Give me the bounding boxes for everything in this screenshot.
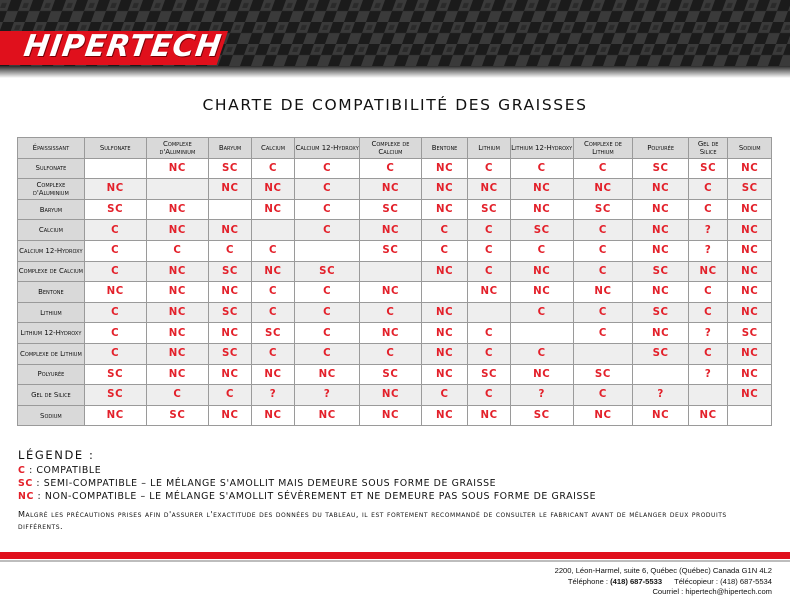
compatibility-cell: NC [510, 261, 573, 282]
compatibility-cell: NC [209, 220, 252, 241]
compatibility-cell: NC [84, 405, 146, 426]
compatibility-cell: NC [728, 261, 772, 282]
compatibility-cell: NC [146, 364, 209, 385]
table-row [18, 261, 772, 282]
contact-email: Courriel : hipertech@hipertech.com [652, 587, 772, 597]
compatibility-cell: NC [728, 385, 772, 406]
compatibility-cell: C [295, 220, 360, 241]
compatibility-cell: SC [728, 179, 772, 200]
compatibility-cell: NC [146, 199, 209, 220]
compatibility-cell: NC [728, 364, 772, 385]
compatibility-cell: C [510, 240, 573, 261]
compatibility-cell: NC [728, 343, 772, 364]
compatibility-cell: C [146, 240, 209, 261]
compatibility-cell: SC [360, 364, 422, 385]
compatibility-cell: NC [295, 405, 360, 426]
row-header: Bentone [18, 282, 85, 303]
compatibility-cell: C [84, 220, 146, 241]
banner-fade [0, 66, 790, 78]
compatibility-cell: NC [295, 364, 360, 385]
row-header: Complexe d'Aluminium [18, 179, 85, 200]
compatibility-cell: NC [360, 282, 422, 303]
compatibility-cell: NC [146, 302, 209, 323]
compatibility-cell: NC [421, 302, 468, 323]
compatibility-cell: C [573, 261, 633, 282]
compatibility-cell: SC [360, 199, 422, 220]
compatibility-cell: NC [146, 220, 209, 241]
compatibility-cell: C [688, 343, 727, 364]
legend [18, 448, 596, 503]
table-row [18, 405, 772, 426]
compatibility-cell: NC [688, 405, 727, 426]
compatibility-cell: NC [421, 179, 468, 200]
compatibility-cell: NC [421, 323, 468, 344]
table-row [18, 282, 772, 303]
compatibility-cell: SC [728, 323, 772, 344]
compatibility-cell: SC [146, 405, 209, 426]
compatibility-cell: NC [360, 220, 422, 241]
compatibility-cell: C [468, 343, 511, 364]
legend-code: SC [18, 478, 33, 489]
fax-number: Télécopieur : (418) 687-5534 [674, 576, 772, 586]
empty-cell [84, 158, 146, 179]
compatibility-cell: NC [84, 282, 146, 303]
column-header: Complexe d'Aluminium [146, 138, 209, 159]
compatibility-cell: SC [360, 240, 422, 261]
compatibility-cell: SC [468, 364, 511, 385]
compatibility-cell: C [688, 179, 727, 200]
compatibility-cell: NC [573, 179, 633, 200]
table-row [18, 364, 772, 385]
compatibility-cell: C [360, 158, 422, 179]
compatibility-cell: NC [728, 240, 772, 261]
compatibility-cell: NC [728, 199, 772, 220]
legend-code: NC [18, 491, 34, 502]
table-row [18, 343, 772, 364]
compatibility-cell: SC [633, 302, 689, 323]
column-header: Complexe de Lithium [573, 138, 633, 159]
empty-cell [688, 385, 727, 406]
empty-cell [633, 364, 689, 385]
empty-cell [510, 323, 573, 344]
compatibility-cell: NC [633, 282, 689, 303]
legend-text: : COMPATIBLE [25, 465, 102, 476]
compatibility-cell: ? [633, 385, 689, 406]
compatibility-cell: SC [633, 158, 689, 179]
compatibility-cell: NC [633, 405, 689, 426]
compatibility-cell: SC [633, 343, 689, 364]
compatibility-cell: C [295, 323, 360, 344]
compatibility-cell: NC [209, 364, 252, 385]
compatibility-cell: C [360, 302, 422, 323]
compatibility-cell: C [251, 158, 295, 179]
compatibility-cell: C [295, 282, 360, 303]
compatibility-cell: NC [146, 261, 209, 282]
compatibility-cell: C [251, 282, 295, 303]
contact-phone-line [520, 577, 772, 588]
legend-text: : NON-COMPATIBLE – LE MÉLANGE S'AMOLLIT SÉVÈREMENT ET NE DEMEURE PAS SOUS FORME DE GRAISSE [33, 491, 597, 502]
compatibility-cell: C [295, 158, 360, 179]
compatibility-cell: C [573, 220, 633, 241]
row-header: Sodium [18, 405, 85, 426]
compatibility-cell: NC [209, 282, 252, 303]
compatibility-cell: NC [146, 158, 209, 179]
compatibility-cell: NC [633, 179, 689, 200]
compatibility-cell: C [209, 385, 252, 406]
compatibility-cell: SC [573, 364, 633, 385]
compatibility-cell: NC [633, 323, 689, 344]
compatibility-cell: ? [688, 364, 727, 385]
compatibility-cell: ? [510, 385, 573, 406]
compatibility-cell: SC [688, 158, 727, 179]
compatibility-cell: NC [688, 261, 727, 282]
column-header: Sodium [728, 138, 772, 159]
compatibility-cell: C [468, 220, 511, 241]
footer-stripe [0, 552, 790, 559]
row-header: Calcium [18, 220, 85, 241]
compatibility-cell: NC [510, 199, 573, 220]
compatibility-cell: NC [251, 405, 295, 426]
empty-cell [295, 240, 360, 261]
footer-stripe-grey [0, 560, 790, 562]
compatibility-cell: C [468, 323, 511, 344]
compatibility-cell: C [573, 323, 633, 344]
compatibility-cell: C [688, 282, 727, 303]
compatibility-cell: C [510, 158, 573, 179]
empty-cell [573, 343, 633, 364]
compatibility-cell: C [468, 385, 511, 406]
compatibility-cell: NC [468, 405, 511, 426]
compatibility-cell: NC [633, 240, 689, 261]
compatibility-cell: SC [209, 343, 252, 364]
compatibility-cell: C [251, 343, 295, 364]
empty-cell [728, 405, 772, 426]
compatibility-cell: C [510, 343, 573, 364]
contact-address: 2200, Léon-Harmel, suite 6, Québec (Québec) Canada G1N 4L2 [554, 566, 772, 575]
compatibility-cell: NC [510, 179, 573, 200]
compatibility-cell: ? [251, 385, 295, 406]
compatibility-cell: C [468, 158, 511, 179]
compatibility-cell: C [84, 302, 146, 323]
compatibility-cell: NC [251, 179, 295, 200]
compatibility-cell: NC [421, 199, 468, 220]
empty-cell [360, 261, 422, 282]
contact-block [520, 566, 772, 598]
legend-item-non-compatible [18, 490, 596, 503]
compatibility-cell: C [295, 199, 360, 220]
compatibility-cell: NC [360, 179, 422, 200]
compatibility-cell: NC [360, 323, 422, 344]
empty-cell [421, 282, 468, 303]
column-header: Lithium [468, 138, 511, 159]
compatibility-cell: NC [421, 158, 468, 179]
column-header: Baryum [209, 138, 252, 159]
row-header: Lithium 12-Hydroxy [18, 323, 85, 344]
row-header: Complexe de Lithium [18, 343, 85, 364]
page-title: CHARTE DE COMPATIBILITÉ DES GRAISSES [202, 96, 588, 114]
table-row [18, 199, 772, 220]
compatibility-cell: SC [573, 199, 633, 220]
compatibility-cell: SC [468, 199, 511, 220]
column-header: Bentone [421, 138, 468, 159]
compatibility-cell: C [84, 323, 146, 344]
compatibility-cell: C [295, 179, 360, 200]
compatibility-cell: NC [146, 323, 209, 344]
compatibility-cell: SC [251, 323, 295, 344]
compatibility-cell: C [421, 220, 468, 241]
compatibility-cell: NC [728, 158, 772, 179]
row-header: Polyurée [18, 364, 85, 385]
compatibility-cell: ? [295, 385, 360, 406]
compatibility-cell: C [360, 343, 422, 364]
column-header: Gel de Silice [688, 138, 727, 159]
legend-item-semi-compatible [18, 477, 596, 490]
compatibility-cell: C [421, 240, 468, 261]
compatibility-cell: NC [573, 405, 633, 426]
compatibility-cell: NC [251, 364, 295, 385]
compatibility-cell: C [295, 302, 360, 323]
compatibility-cell: C [573, 385, 633, 406]
column-header: Sulfonate [84, 138, 146, 159]
column-header: Lithium 12-Hydroxy [510, 138, 573, 159]
compatibility-cell: NC [421, 261, 468, 282]
compatibility-cell: NC [510, 282, 573, 303]
compatibility-cell: NC [360, 385, 422, 406]
row-header: Baryum [18, 199, 85, 220]
compatibility-cell: C [468, 240, 511, 261]
column-header: Calcium 12-Hydroxy [295, 138, 360, 159]
compatibility-cell: SC [510, 405, 573, 426]
compatibility-cell: NC [468, 179, 511, 200]
empty-cell [209, 199, 252, 220]
compatibility-cell: SC [209, 158, 252, 179]
table-row [18, 385, 772, 406]
compatibility-cell: NC [209, 323, 252, 344]
compatibility-cell: C [688, 199, 727, 220]
compatibility-cell: C [84, 240, 146, 261]
compatibility-cell: NC [360, 405, 422, 426]
compatibility-cell: SC [295, 261, 360, 282]
empty-cell [146, 179, 209, 200]
compatibility-cell: NC [251, 261, 295, 282]
compatibility-cell: SC [84, 364, 146, 385]
compatibility-cell: NC [421, 405, 468, 426]
compatibility-cell: NC [633, 199, 689, 220]
compatibility-cell: NC [728, 220, 772, 241]
phone-label: Téléphone : [567, 576, 611, 586]
compatibility-cell: C [421, 385, 468, 406]
row-header: Sulfonate [18, 158, 85, 179]
compatibility-cell: ? [688, 240, 727, 261]
compatibility-table [17, 137, 772, 426]
empty-cell [251, 220, 295, 241]
compatibility-cell: NC [421, 364, 468, 385]
corner-header: Épaississant [18, 138, 85, 159]
compatibility-cell: C [468, 261, 511, 282]
compatibility-cell: NC [728, 302, 772, 323]
legend-text: : SEMI-COMPATIBLE – LE MÉLANGE S'AMOLLIT MAIS DEMEURE SOUS FORME DE GRAISSE [32, 478, 497, 489]
row-header: Lithium [18, 302, 85, 323]
row-header: Complexe de Calcium [18, 261, 85, 282]
compatibility-cell: SC [84, 385, 146, 406]
compatibility-cell: NC [510, 364, 573, 385]
table-row [18, 302, 772, 323]
hipertech-logo: HIPERTECH [21, 29, 225, 64]
compatibility-cell: NC [84, 179, 146, 200]
compatibility-cell: SC [209, 261, 252, 282]
compatibility-cell: SC [510, 220, 573, 241]
compatibility-cell: NC [209, 179, 252, 200]
compatibility-cell: C [688, 302, 727, 323]
compatibility-cell: NC [251, 199, 295, 220]
compatibility-cell: SC [633, 261, 689, 282]
compatibility-cell: NC [633, 220, 689, 241]
compatibility-cell: C [146, 385, 209, 406]
row-header: Gel de Silice [18, 385, 85, 406]
table-row [18, 158, 772, 179]
compatibility-cell: C [209, 240, 252, 261]
column-header: Complexe de Calcium [360, 138, 422, 159]
compatibility-cell: C [573, 240, 633, 261]
table-row [18, 220, 772, 241]
compatibility-cell: ? [688, 220, 727, 241]
legend-item-compatible [18, 464, 596, 477]
compatibility-cell: C [251, 302, 295, 323]
column-header: Polyurée [633, 138, 689, 159]
compatibility-cell: C [251, 240, 295, 261]
disclaimer: Malgré les précautions prises afin d'assurer l'exactitude des données du tableau, il est fortement recommandé de consulter le fabricant avant de mélanger deux produits différents. [18, 509, 727, 531]
header-banner [0, 0, 790, 78]
compatibility-cell: ? [688, 323, 727, 344]
row-header: Calcium 12-Hydroxy [18, 240, 85, 261]
table-row [18, 323, 772, 344]
compatibility-cell: NC [209, 405, 252, 426]
compatibility-cell: NC [146, 282, 209, 303]
legend-code: C [18, 465, 26, 476]
compatibility-cell: C [84, 343, 146, 364]
legend-title: LÉGENDE : [18, 448, 95, 462]
table-row [18, 179, 772, 200]
compatibility-cell: NC [573, 282, 633, 303]
phone-number: (418) 687-5533 [610, 576, 663, 586]
compatibility-cell: NC [146, 343, 209, 364]
compatibility-cell: SC [84, 199, 146, 220]
compatibility-cell: NC [421, 343, 468, 364]
compatibility-cell: C [295, 343, 360, 364]
compatibility-cell: C [84, 261, 146, 282]
compatibility-cell: SC [209, 302, 252, 323]
compatibility-cell: C [510, 302, 573, 323]
column-header: Calcium [251, 138, 295, 159]
compatibility-cell: C [573, 158, 633, 179]
header-row [18, 138, 772, 159]
compatibility-cell: C [573, 302, 633, 323]
empty-cell [468, 302, 511, 323]
compatibility-cell: NC [728, 282, 772, 303]
compatibility-cell: NC [468, 282, 511, 303]
table-row [18, 240, 772, 261]
